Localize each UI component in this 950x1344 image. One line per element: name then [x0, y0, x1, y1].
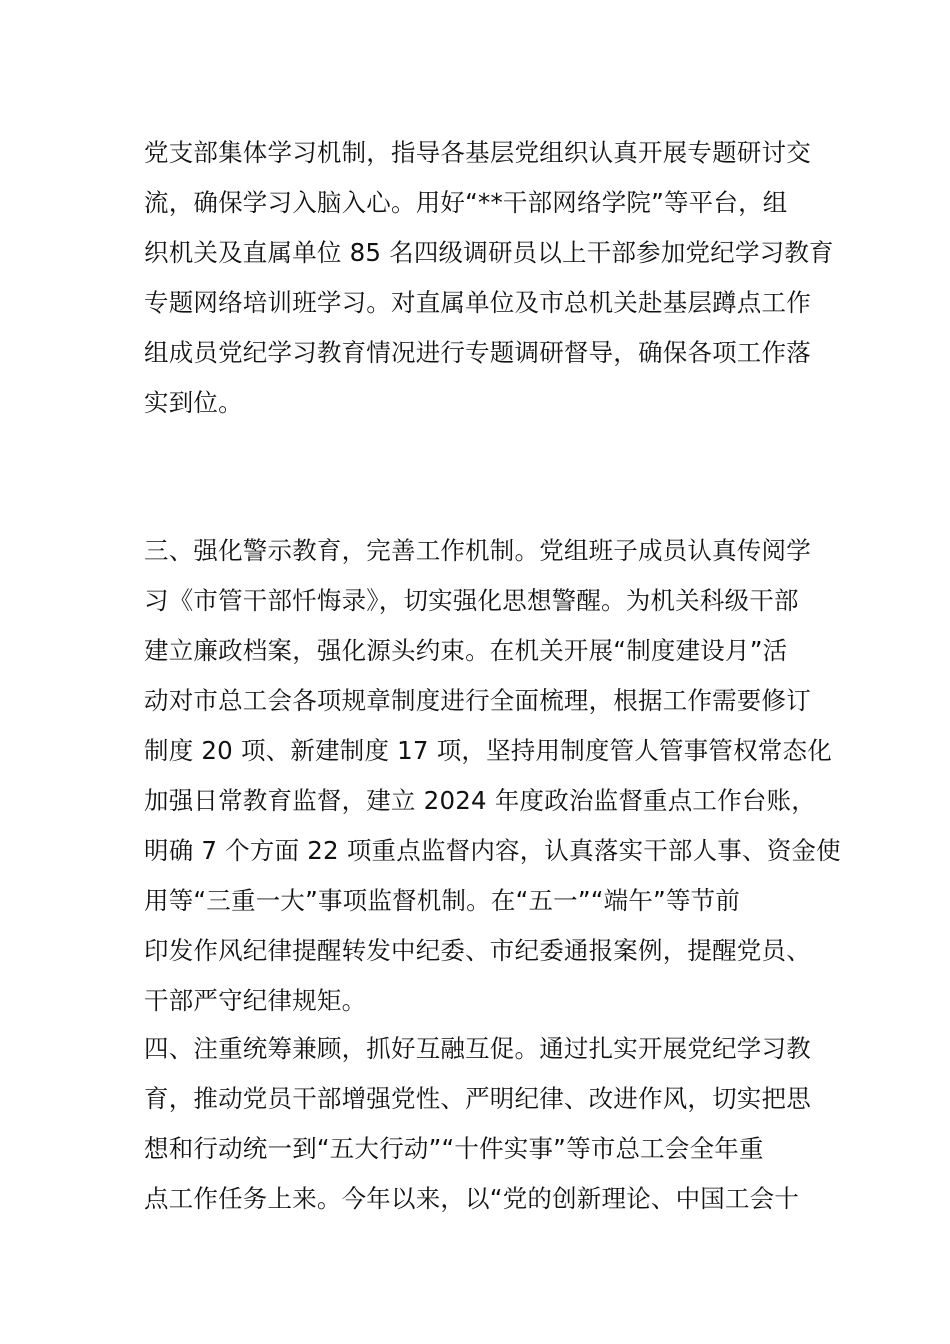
paragraph-line: 实到位。	[144, 388, 243, 417]
paragraph-line: 习《市管干部忏悔录》，切实强化思想警醒。为机关科级干部	[144, 586, 799, 615]
paragraph-line: 动对市总工会各项规章制度进行全面梳理，根据工作需要修订	[144, 686, 811, 715]
paragraph-line: 想和行动统一到“五大行动”“十件实事”等市总工会全年重	[144, 1134, 764, 1163]
paragraph-line: 用等“三重一大”事项监督机制。在“五一”“端午”等节前	[144, 886, 741, 915]
paragraph-line: 印发作风纪律提醒转发中纪委、市纪委通报案例，提醒党员、	[144, 936, 811, 965]
paragraph-line: 三、强化警示教育，完善工作机制。党组班子成员认真传阅学	[144, 536, 811, 565]
paragraph-line: 织机关及直属单位 85 名四级调研员以上干部参加党纪学习教育	[144, 238, 834, 267]
paragraph-line: 明确 7 个方面 22 项重点监督内容，认真落实干部人事、资金使	[144, 836, 841, 865]
paragraph-line: 干部严守纪律规矩。	[144, 986, 367, 1015]
paragraph-line: 组成员党纪学习教育情况进行专题调研督导，确保各项工作落	[144, 338, 811, 367]
paragraph-line: 四、注重统筹兼顾，抓好互融互促。通过扎实开展党纪学习教	[144, 1034, 811, 1063]
paragraph-line: 制度 20 项、新建制度 17 项，坚持用制度管人管事管权常态化	[144, 736, 832, 765]
paragraph-line: 育，推动党员干部增强党性、严明纪律、改进作风，切实把思	[144, 1084, 811, 1113]
paragraph-line: 专题网络培训班学习。对直属单位及市总机关赴基层蹲点工作	[144, 288, 811, 317]
paragraph-party-study-mechanism	[144, 128, 834, 428]
paragraph-line: 加强日常教育监督，建立 2024 年度政治监督重点工作台账，	[144, 786, 816, 815]
paragraph-warning-education	[144, 526, 841, 1026]
paragraph-line: 党支部集体学习机制，指导各基层党组织认真开展专题研讨交	[144, 138, 811, 167]
paragraph-coordination	[144, 1024, 814, 1224]
paragraph-line: 点工作任务上来。今年以来，以“党的创新理论、中国工会十	[144, 1184, 800, 1213]
paragraph-line: 建立廉政档案，强化源头约束。在机关开展“制度建设月”活	[144, 636, 788, 665]
paragraph-line: 流，确保学习入脑入心。用好“**干部网络学院”等平台，组	[144, 188, 788, 217]
